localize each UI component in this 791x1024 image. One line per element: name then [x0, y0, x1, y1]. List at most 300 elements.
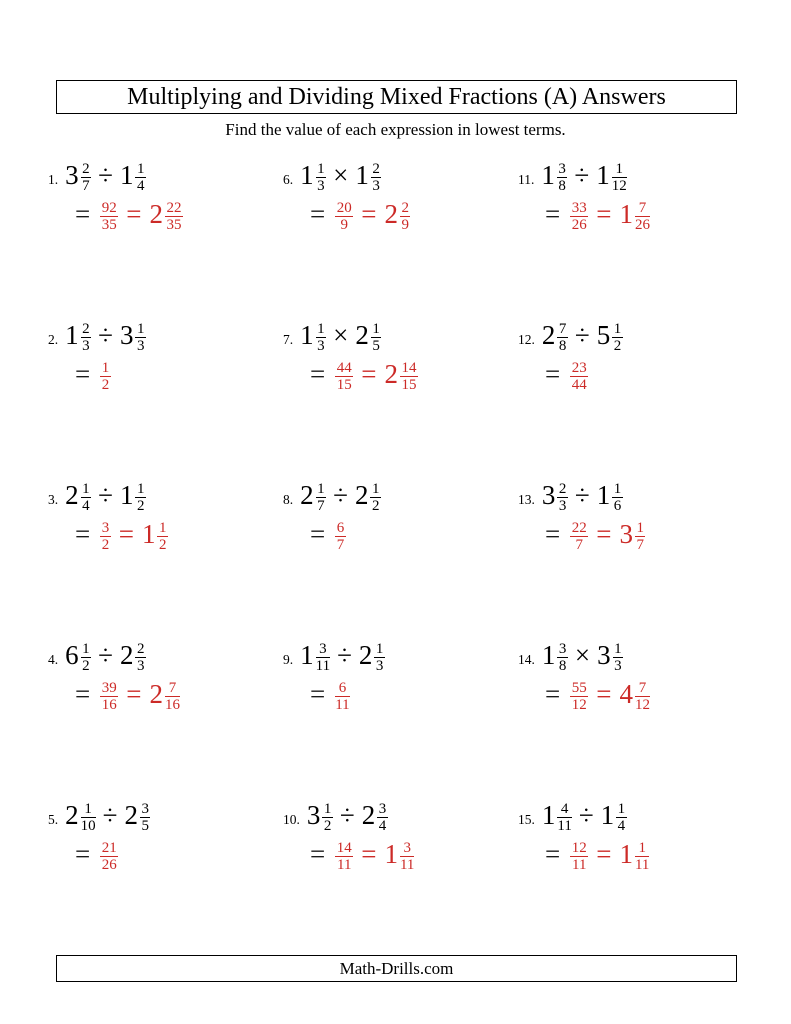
fraction	[635, 200, 650, 235]
answer-line	[75, 359, 283, 394]
operator-sign: ÷	[98, 640, 113, 670]
expression-line	[283, 320, 518, 355]
numerator: 33	[571, 199, 587, 216]
denominator: 3	[317, 178, 325, 195]
numerator: 22	[571, 519, 587, 536]
answer-fraction	[98, 679, 118, 714]
denominator: 9	[401, 217, 409, 234]
numerator: 7	[635, 680, 650, 698]
fraction	[374, 641, 385, 676]
equals-sign: =	[75, 519, 91, 550]
operand-whole: 2	[355, 320, 369, 350]
problem-number: 15.	[518, 812, 535, 827]
answer-mixed	[619, 519, 645, 554]
denominator: 11	[572, 857, 587, 874]
operator-sign: ÷	[337, 640, 352, 670]
problem	[48, 150, 283, 310]
expression-line	[48, 160, 283, 195]
operand-whole: 5	[596, 320, 611, 350]
problem	[48, 790, 283, 950]
answer-fraction	[333, 679, 350, 714]
equals-sign: =	[361, 359, 377, 390]
answer-whole: 1	[384, 839, 398, 870]
denominator: 12	[634, 697, 650, 714]
numerator: 1	[82, 480, 90, 497]
equals-sign: =	[75, 199, 91, 230]
answer-fraction	[568, 519, 588, 554]
numerator: 1	[82, 640, 90, 657]
denominator: 11	[337, 857, 352, 874]
operand-whole: 2	[65, 480, 79, 510]
denominator: 12	[571, 697, 587, 714]
denominator: 4	[82, 498, 90, 515]
numerator: 1	[136, 160, 145, 177]
operator-sign: ÷	[98, 320, 113, 350]
equals-sign: =	[310, 519, 326, 550]
equals-sign: =	[310, 359, 326, 390]
numerator: 3	[378, 800, 387, 817]
fraction	[165, 680, 180, 715]
fraction	[165, 200, 183, 235]
operand-whole: 2	[354, 480, 369, 510]
denominator: 4	[378, 818, 387, 835]
answer-mixed	[619, 199, 650, 234]
problem-number: 6.	[283, 172, 294, 187]
denominator: 16	[101, 697, 117, 714]
numerator: 1	[372, 320, 380, 337]
operator-sign: ÷	[98, 480, 113, 510]
numerator: 6	[335, 680, 349, 698]
problem-number: 9.	[283, 652, 294, 667]
denominator: 3	[614, 658, 622, 675]
numerator: 1	[617, 800, 626, 817]
answer-whole: 2	[384, 359, 398, 390]
numerator: 7	[635, 200, 650, 218]
fraction	[316, 641, 330, 676]
problem	[48, 470, 283, 630]
numerator: 21	[101, 839, 117, 856]
answer-whole: 3	[619, 519, 633, 550]
numerator: 2	[558, 480, 567, 497]
operand-whole: 1	[119, 480, 134, 510]
numerator: 23	[571, 359, 587, 376]
denominator: 3	[136, 658, 145, 675]
operand-whole: 1	[541, 640, 556, 670]
fraction	[140, 801, 151, 836]
fraction	[570, 680, 588, 715]
equals-sign: =	[545, 519, 561, 550]
denominator: 11	[557, 818, 572, 835]
equals-sign: =	[310, 679, 326, 710]
fraction	[370, 481, 381, 516]
problem-number: 1.	[48, 172, 59, 187]
denominator: 35	[166, 217, 182, 234]
denominator: 26	[571, 217, 587, 234]
fraction	[81, 161, 92, 196]
problem	[518, 630, 753, 790]
worksheet-title-box	[56, 80, 737, 114]
denominator: 9	[340, 217, 348, 234]
operator-sign: ×	[333, 160, 349, 190]
problem	[518, 790, 753, 950]
operand-whole: 3	[65, 160, 79, 190]
numerator: 1	[317, 320, 325, 337]
numerator: 1	[636, 519, 644, 536]
answer-line	[545, 199, 753, 234]
answer-line	[310, 679, 518, 714]
fraction	[400, 200, 411, 235]
numerator: 1	[613, 320, 622, 337]
answer-fraction	[333, 359, 353, 394]
denominator: 16	[164, 697, 180, 714]
operand-whole: 3	[306, 800, 321, 830]
denominator: 26	[101, 857, 117, 874]
operand-whole: 2	[124, 800, 138, 830]
denominator: 3	[136, 338, 145, 355]
numerator: 3	[141, 800, 149, 817]
answer-fraction	[333, 199, 353, 234]
operand-whole: 1	[119, 160, 134, 190]
denominator: 7	[636, 537, 644, 554]
fraction	[335, 200, 353, 235]
fraction	[335, 840, 353, 875]
numerator: 22	[166, 199, 182, 216]
answer-whole: 1	[619, 839, 633, 870]
denominator: 10	[80, 818, 96, 835]
denominator: 11	[315, 658, 331, 675]
denominator: 4	[617, 818, 626, 835]
denominator: 3	[558, 498, 567, 515]
operand-whole: 3	[597, 640, 611, 670]
denominator: 15	[401, 377, 417, 394]
operator-sign: ÷	[333, 480, 348, 510]
denominator: 8	[558, 658, 567, 675]
fraction	[135, 481, 146, 516]
numerator: 1	[317, 480, 325, 497]
denominator: 7	[82, 178, 90, 195]
denominator: 3	[82, 338, 90, 355]
numerator: 2	[401, 199, 409, 216]
fraction	[335, 360, 353, 395]
numerator: 7	[558, 320, 567, 337]
fraction	[612, 321, 623, 356]
fraction	[570, 840, 588, 875]
denominator: 5	[141, 818, 149, 835]
equals-sign: =	[596, 199, 612, 230]
answer-fraction	[98, 199, 118, 234]
operator-sign: ÷	[574, 320, 590, 350]
equals-sign: =	[361, 839, 377, 870]
instructions-text: Find the value of each expression in lowest terms.	[225, 120, 566, 139]
expression-line	[48, 800, 283, 835]
answer-mixed	[384, 839, 415, 874]
fraction	[570, 520, 588, 555]
fraction	[557, 161, 568, 196]
operand-whole: 1	[596, 160, 610, 190]
expression-line	[48, 480, 283, 515]
expression-line	[283, 480, 518, 515]
numerator: 2	[82, 320, 90, 337]
numerator: 20	[336, 199, 352, 216]
fraction	[316, 161, 327, 196]
equals-sign: =	[126, 199, 142, 230]
fraction	[570, 360, 588, 395]
operator-sign: ÷	[102, 800, 118, 830]
operator-sign: ÷	[98, 160, 113, 190]
answer-fraction	[568, 199, 588, 234]
numerator: 1	[375, 640, 384, 657]
answer-whole: 2	[384, 199, 398, 230]
answer-line	[75, 519, 283, 554]
numerator: 39	[101, 679, 117, 696]
equals-sign: =	[596, 519, 612, 550]
answer-fraction	[568, 839, 588, 874]
denominator: 7	[575, 537, 583, 554]
fraction	[557, 801, 571, 836]
denominator: 6	[613, 498, 622, 515]
problem-number: 4.	[48, 652, 59, 667]
numerator: 1	[612, 161, 627, 179]
answer-fraction	[568, 679, 588, 714]
answer-line	[75, 679, 283, 714]
problem-number: 7.	[283, 332, 294, 347]
answer-mixed	[384, 199, 410, 234]
equals-sign: =	[545, 679, 561, 710]
problem	[283, 470, 518, 630]
footer-site-label: Math-Drills.com	[339, 958, 454, 978]
numerator: 1	[614, 640, 622, 657]
denominator: 2	[371, 498, 380, 515]
answer-line	[75, 199, 283, 234]
denominator: 2	[323, 818, 332, 835]
denominator: 11	[335, 697, 350, 714]
operand-whole: 3	[119, 320, 134, 350]
answer-line	[310, 839, 518, 874]
numerator: 7	[165, 680, 180, 698]
problems-grid	[48, 150, 753, 950]
fraction	[322, 801, 333, 836]
denominator: 7	[336, 537, 345, 554]
equals-sign: =	[310, 199, 326, 230]
answer-line	[75, 839, 283, 874]
page-title: Multiplying and Dividing Mixed Fractions (A) Answers	[127, 83, 666, 110]
answer-line	[545, 359, 753, 394]
answer-fraction	[98, 359, 111, 394]
numerator: 4	[557, 801, 571, 819]
problem-number: 8.	[283, 492, 294, 507]
expression-line	[283, 640, 518, 675]
denominator: 15	[336, 377, 352, 394]
denominator: 7	[317, 498, 325, 515]
equals-sign: =	[118, 519, 134, 550]
fraction	[100, 840, 118, 875]
problem-number: 5.	[48, 812, 59, 827]
numerator: 1	[101, 359, 110, 376]
denominator: 2	[613, 338, 622, 355]
equals-sign: =	[545, 199, 561, 230]
answer-line	[545, 679, 753, 714]
fraction	[135, 321, 146, 356]
fraction	[81, 321, 92, 356]
fraction	[100, 360, 111, 395]
fraction	[570, 200, 588, 235]
answer-mixed	[149, 679, 180, 714]
operator-sign: ÷	[574, 480, 590, 510]
answer-line	[545, 839, 753, 874]
answer-fraction	[333, 519, 346, 554]
fraction	[157, 520, 168, 555]
expression-line	[518, 320, 753, 355]
equals-sign: =	[75, 839, 91, 870]
equals-sign: =	[126, 679, 142, 710]
denominator: 3	[375, 658, 384, 675]
operand-whole: 1	[65, 320, 79, 350]
fraction	[377, 801, 388, 836]
expression-line	[283, 800, 518, 835]
numerator: 3	[558, 640, 567, 657]
operand-whole: 6	[65, 640, 79, 670]
denominator: 35	[101, 217, 117, 234]
expression-line	[518, 160, 753, 195]
operator-sign: ÷	[578, 800, 594, 830]
expression-line	[283, 160, 518, 195]
answer-line	[545, 519, 753, 554]
problem	[283, 310, 518, 470]
numerator: 1	[136, 320, 145, 337]
problem-number: 3.	[48, 492, 59, 507]
answer-mixed	[141, 519, 168, 554]
numerator: 2	[136, 640, 145, 657]
answer-mixed	[149, 199, 183, 234]
answer-whole: 4	[619, 679, 633, 710]
problem-number: 2.	[48, 332, 59, 347]
answer-fraction	[98, 519, 111, 554]
fraction	[557, 481, 568, 516]
answer-fraction	[568, 359, 588, 394]
answer-whole: 2	[149, 679, 163, 710]
fraction	[635, 680, 650, 715]
fraction	[635, 520, 646, 555]
numerator: 1	[613, 480, 622, 497]
denominator: 3	[372, 178, 380, 195]
answer-line	[310, 519, 518, 554]
fraction	[371, 321, 382, 356]
problem	[518, 150, 753, 310]
denominator: 8	[558, 338, 567, 355]
denominator: 11	[634, 857, 650, 874]
equals-sign: =	[545, 839, 561, 870]
numerator: 1	[158, 519, 167, 536]
numerator: 55	[571, 679, 587, 696]
fraction	[612, 481, 623, 516]
fraction	[81, 481, 92, 516]
fraction	[335, 680, 349, 715]
fraction	[635, 840, 649, 875]
operand-whole: 1	[300, 640, 314, 670]
fraction	[612, 161, 627, 196]
equals-sign: =	[545, 359, 561, 390]
fraction	[400, 840, 414, 875]
denominator: 11	[399, 857, 415, 874]
fraction	[335, 520, 346, 555]
numerator: 1	[635, 840, 649, 858]
fraction	[316, 481, 327, 516]
denominator: 8	[558, 178, 566, 195]
equals-sign: =	[75, 359, 91, 390]
operator-sign: ×	[574, 640, 591, 670]
expression-line	[48, 320, 283, 355]
numerator: 92	[101, 199, 117, 216]
numerator: 1	[136, 480, 145, 497]
operand-whole: 1	[355, 160, 369, 190]
operand-whole: 2	[541, 320, 556, 350]
operand-whole: 2	[119, 640, 134, 670]
problem	[283, 630, 518, 790]
equals-sign: =	[361, 199, 377, 230]
problem	[48, 630, 283, 790]
denominator: 2	[101, 537, 110, 554]
answer-mixed	[384, 359, 418, 394]
numerator: 3	[316, 641, 330, 659]
denominator: 5	[372, 338, 380, 355]
fraction	[613, 641, 624, 676]
numerator: 14	[401, 359, 417, 376]
operand-whole: 2	[358, 640, 373, 670]
numerator: 12	[571, 839, 587, 856]
numerator: 2	[372, 160, 380, 177]
denominator: 2	[82, 658, 90, 675]
expression-line	[48, 640, 283, 675]
fraction	[400, 360, 418, 395]
expression-line	[518, 800, 753, 835]
problem-number: 12.	[518, 332, 535, 347]
operand-whole: 1	[541, 800, 556, 830]
operand-whole: 2	[65, 800, 79, 830]
denominator: 26	[634, 217, 650, 234]
problem	[48, 310, 283, 470]
numerator: 1	[323, 800, 332, 817]
operator-sign: ÷	[574, 160, 590, 190]
numerator: 1	[317, 160, 325, 177]
operand-whole: 1	[300, 320, 314, 350]
answer-line	[310, 199, 518, 234]
operand-whole: 1	[300, 160, 314, 190]
answer-whole: 2	[149, 199, 163, 230]
problem-number: 14.	[518, 652, 535, 667]
expression-line	[518, 480, 753, 515]
operand-whole: 1	[600, 800, 615, 830]
numerator: 3	[558, 160, 566, 177]
fraction	[557, 321, 568, 356]
numerator: 3	[101, 519, 110, 536]
numerator: 2	[82, 160, 90, 177]
problem	[283, 150, 518, 310]
denominator: 2	[158, 537, 167, 554]
problem-number: 13.	[518, 492, 535, 507]
problem	[518, 470, 753, 630]
problem-number: 11.	[518, 172, 535, 187]
numerator: 14	[336, 839, 352, 856]
fraction	[100, 680, 118, 715]
numerator: 3	[400, 840, 414, 858]
equals-sign: =	[596, 679, 612, 710]
denominator: 2	[136, 498, 145, 515]
fraction	[135, 641, 146, 676]
equals-sign: =	[310, 839, 326, 870]
numerator: 1	[81, 801, 96, 819]
numerator: 44	[336, 359, 352, 376]
expression-line	[518, 640, 753, 675]
